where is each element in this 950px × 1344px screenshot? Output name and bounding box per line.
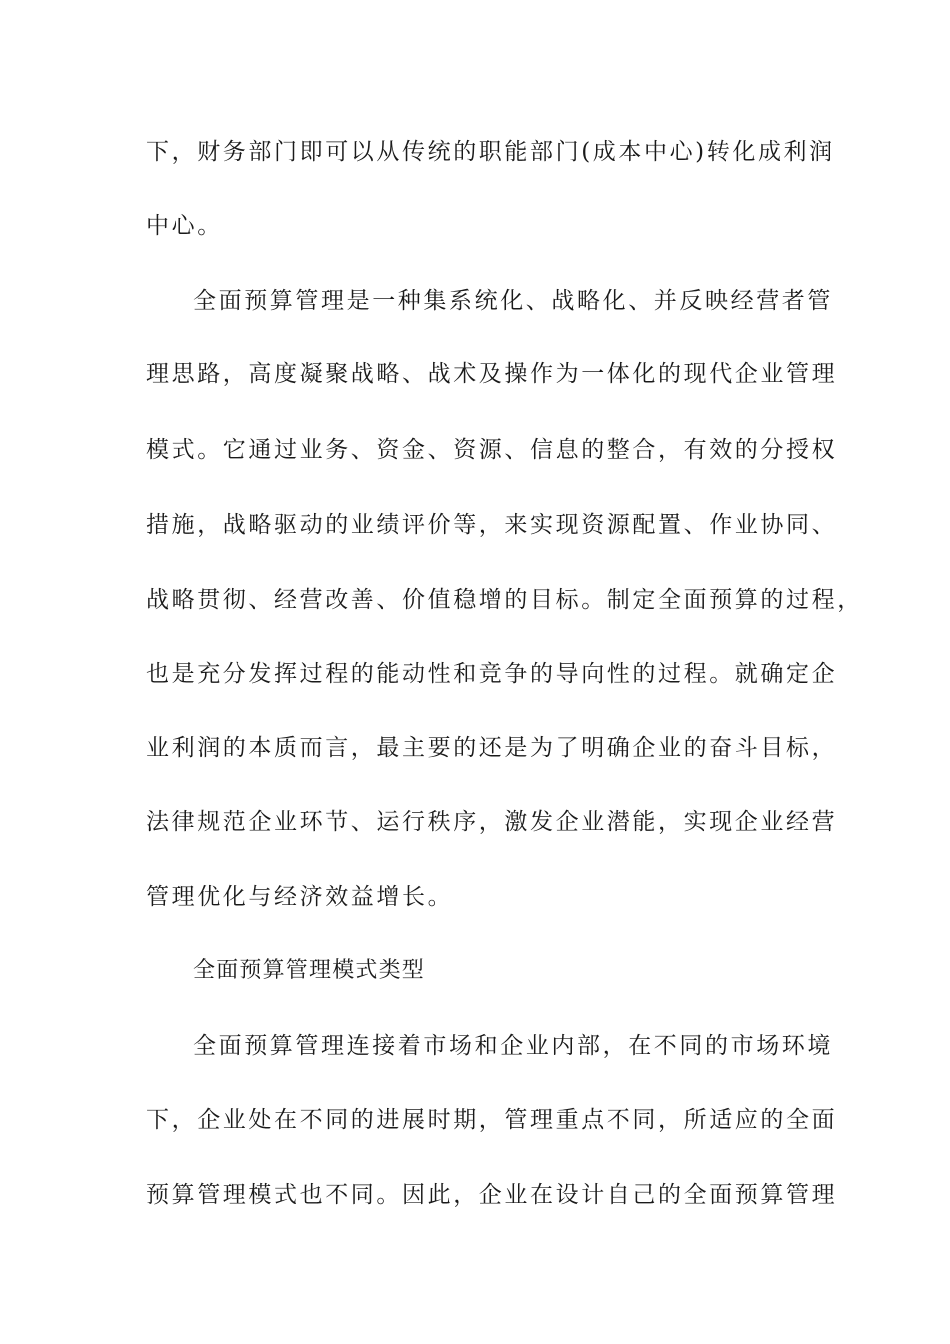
paragraph-line: 模式。它通过业务、资金、资源、信息的整合，有效的分授权 — [146, 437, 838, 463]
paragraph-line: 法律规范企业环节、运行秩序，激发企业潜能，实现企业经营 — [146, 809, 838, 835]
paragraph-line: 管理优化与经济效益增长。 — [146, 884, 454, 910]
paragraph-line: 全面预算管理是一种集系统化、战略化、并反映经营者管 — [193, 288, 833, 314]
paragraph-line: 业利润的本质而言，最主要的还是为了明确企业的奋斗目标， — [146, 735, 838, 761]
section-heading: 全面预算管理模式类型 — [193, 958, 426, 983]
paragraph-line: 下，企业处在不同的进展时期，管理重点不同，所适应的全面 — [146, 1107, 838, 1133]
paragraph-line: 中心。 — [146, 213, 223, 239]
paragraph-line: 预算管理模式也不同。因此，企业在设计自己的全面预算管理 — [146, 1182, 838, 1208]
paragraph-line: 战略贯彻、经营改善、价值稳增的目标。制定全面预算的过程， — [146, 587, 863, 613]
paragraph-line: 措施，战略驱动的业绩评价等，来实现资源配置、作业协同、 — [146, 512, 838, 538]
paragraph-line: 全面预算管理连接着市场和企业内部，在不同的市场环境 — [193, 1033, 833, 1059]
paragraph-line: 下，财务部门即可以从传统的职能部门(成本中心)转化成利润 — [146, 139, 835, 165]
paragraph-line: 理思路，高度凝聚战略、战术及操作为一体化的现代企业管理 — [146, 361, 838, 387]
paragraph-line: 也是充分发挥过程的能动性和竞争的导向性的过程。就确定企 — [146, 661, 838, 687]
